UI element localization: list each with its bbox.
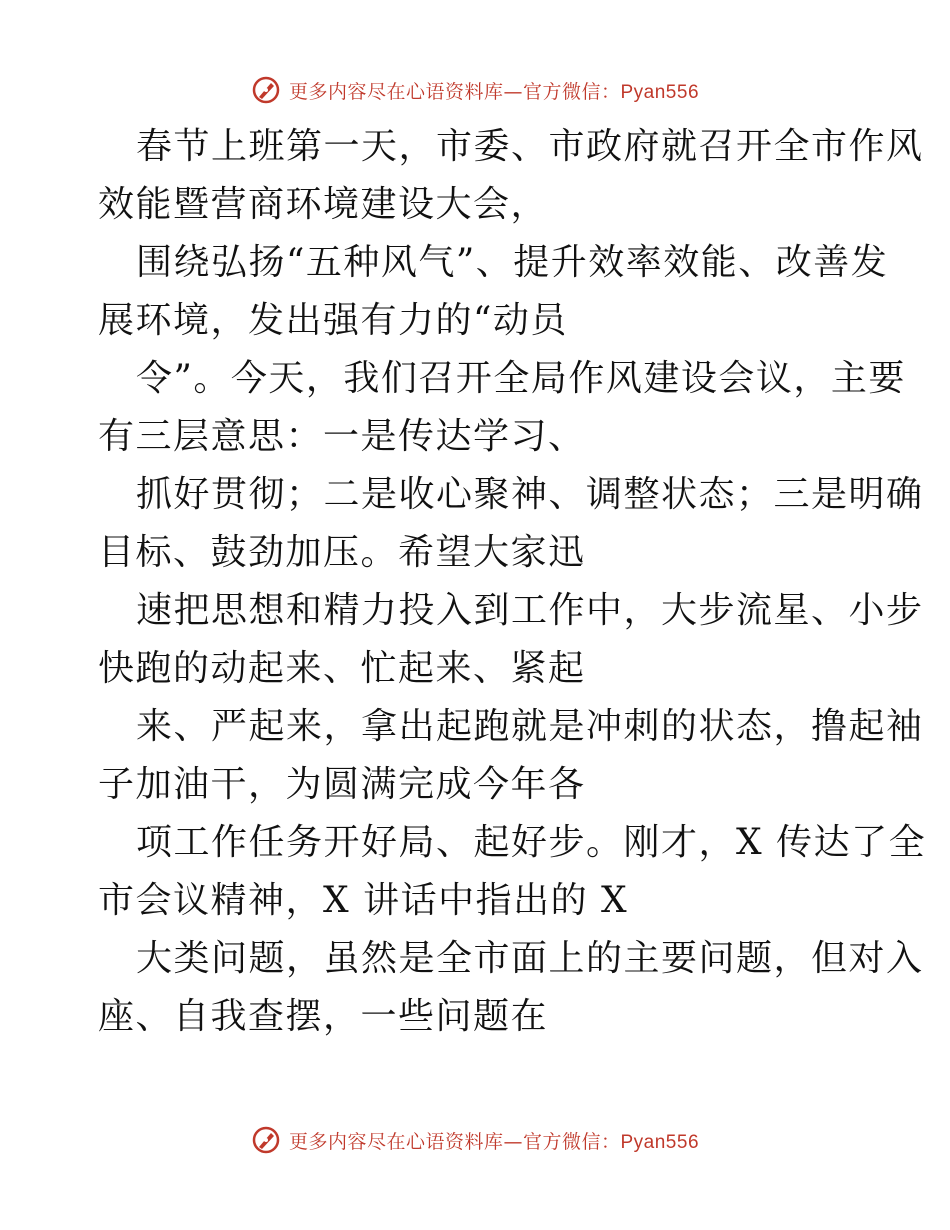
text-line: 效能暨营商环境建设大会，	[98, 184, 549, 225]
text-line: 令”。今天，我们召开全局作风建设会议，主要	[136, 358, 906, 399]
document-body	[98, 118, 927, 1046]
text-line: 目标、鼓劲加压。希望大家迅	[98, 532, 586, 573]
text-line: 春节上班第一天，市委、市政府就召开全市作风	[136, 126, 924, 167]
watermark-text: 更多内容尽在心语资料库—官方微信：Pyan556	[288, 80, 700, 103]
pen-nib-logo-icon	[251, 75, 281, 105]
pen-nib-logo-icon	[251, 1125, 281, 1155]
text-line: 项工作任务开好局、起好步。刚才，X 传达了全	[136, 822, 927, 863]
header-watermark	[0, 70, 950, 110]
text-line: 座、自我查摆，一些问题在	[98, 996, 549, 1037]
text-line: 抓好贯彻；二是收心聚神、调整状态；三是明确	[136, 474, 924, 515]
text-line: 速把思想和精力投入到工作中，大步流星、小步	[136, 590, 924, 631]
text-line: 有三层意思：一是传达学习、	[98, 416, 586, 457]
text-line: 市会议精神，X 讲话中指出的 X	[98, 880, 629, 921]
text-line: 展环境，发出强有力的“动员	[98, 300, 568, 341]
text-line: 子加油干，为圆满完成今年各	[98, 764, 586, 805]
text-line: 快跑的动起来、忙起来、紧起	[98, 648, 586, 689]
text-line: 围绕弘扬“五种风气”、提升效率效能、改善发	[136, 242, 889, 283]
footer-watermark	[0, 1120, 950, 1160]
text-line: 大类问题，虽然是全市面上的主要问题，但对入	[136, 938, 924, 979]
text-line: 来、严起来，拿出起跑就是冲刺的状态，撸起袖	[136, 706, 924, 747]
watermark-text: 更多内容尽在心语资料库—官方微信：Pyan556	[288, 1130, 700, 1153]
